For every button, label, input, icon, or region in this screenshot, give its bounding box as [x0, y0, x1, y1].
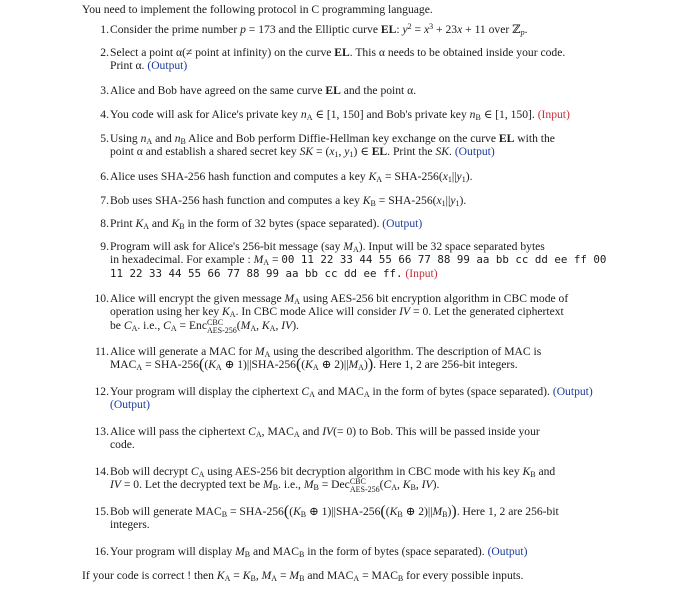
step-line: Alice will pass the ciphertext $C_A$, $MAC_A$ and IV(= 0) to Bob. This will be passed inside your — [110, 425, 540, 439]
step-line: Bob uses SHA-256 hash function and computes a key $K_B = SHA-256(x_1||y_1)$. — [110, 194, 467, 208]
step-number: 15. — [94, 505, 109, 518]
step-line: Alice uses SHA-256 hash function and computes a key $K_A = SHA-256(x_1||y_1)$. — [110, 170, 473, 184]
output-tag: (Output) — [487, 545, 528, 558]
step-text — [110, 345, 650, 372]
output-tag: (Output) — [382, 217, 423, 230]
output-tag: (Output) — [454, 145, 495, 159]
step-line: Alice will generate a MAC for $M_A$ using the described algorithm. The description of MAC is — [110, 345, 542, 359]
step-line: $MAC_A = SHA-256((K_A$ ⊕ $1)||SHA-256((K_A$ ⊕ $2)||M_A$)). Here 1, 2 are 256-bit integers. — [110, 356, 518, 374]
step-line: Alice and Bob have agreed on the same curve EL and the point α. — [110, 84, 417, 97]
closing-text: If your code is correct ! then $K_A = K_B$, $M_A = M_B$ and $MAC_A = MAC_B$ for every possible inputs. — [82, 569, 524, 583]
step-line: Print $K_A$ and $K_B$ in the form of 32 bytes (space separated). (Output) — [110, 217, 423, 231]
step-text — [110, 84, 650, 97]
step-text — [110, 240, 650, 280]
step-number: 11. — [94, 345, 109, 358]
step-text — [110, 170, 650, 183]
input-tag: (Input) — [537, 108, 570, 121]
input-tag: (Input) — [405, 266, 438, 280]
step-number: 5. — [100, 132, 109, 145]
step-text — [110, 132, 650, 159]
step-line: Program will ask for Alice's 256-bit message (say $M_A$). Input will be 32 space separated bytes — [110, 240, 545, 254]
step-text — [110, 46, 650, 73]
step-line: You code will ask for Alice's private key $n_A$ ∈ [1, 150] and Bob's private key $n_B$ ∈ [1, 150]. (Input) — [110, 108, 570, 122]
step-number: 12. — [94, 385, 109, 398]
step-line: Print α. (Output) — [110, 59, 188, 73]
step-number: 14. — [94, 465, 109, 478]
output-tag: (Output) — [110, 398, 150, 412]
step-line: Using $n_A$ and $n_B$ Alice and Bob perform Diffie-Hellman key exchange on the curve EL with the — [110, 132, 555, 146]
step-line: integers. — [110, 518, 150, 532]
step-number: 4. — [100, 108, 109, 121]
step-text — [110, 108, 650, 121]
step-line: Consider the prime number p = 173 and the Elliptic curve EL: $y^2 = x^3 + 23x + 11$ over ℤ$_p$. — [110, 22, 528, 37]
step-number: 3. — [100, 84, 109, 97]
step-line: Your program will display the ciphertext $C_A$ and $MAC_A$ in the form of bytes (space separated). (Output) — [110, 385, 593, 399]
step-line: in hexadecimal. For example : $M_A = 00$ 11 22 33 44 55 66 77 88 99 aa bb cc dd ee ff 00 — [110, 253, 607, 268]
step-number: 1. — [100, 23, 109, 36]
step-line: 11 22 33 44 55 66 77 88 99 aa bb cc dd ee ff. (Input) — [110, 266, 438, 280]
step-number: 2. — [100, 46, 109, 59]
step-text — [110, 505, 650, 532]
step-line: Alice will encrypt the given message $M_A$ using AES-256 bit encryption algorithm in CBC mode of — [110, 292, 569, 306]
step-number: 6. — [100, 170, 109, 183]
step-line: IV = 0. Let the decrypted text be $M_B$. i.e., $M_B$ = DecCBC AES-$256(C_A$, $K_B$, IV). — [110, 477, 440, 495]
step-text — [110, 425, 650, 452]
step-text — [110, 545, 650, 558]
step-text — [110, 385, 650, 412]
step-number: 8. — [100, 217, 109, 230]
step-number: 10. — [94, 292, 109, 305]
step-line: operation using her key $K_A$. In CBC mode Alice will consider IV = 0. Let the generated ciphertext — [110, 305, 564, 320]
output-tag: (Output) — [147, 59, 188, 73]
intro-text: You need to implement the following protocol in C programming language. — [82, 3, 433, 16]
step-text — [110, 292, 650, 335]
step-number: 9. — [100, 240, 109, 253]
step-text — [110, 217, 650, 230]
step-line: Select a point α(≠ point at infinity) on the curve EL. This α needs to be obtained inside your code. — [110, 46, 566, 59]
step-number: 13. — [94, 425, 109, 438]
step-number: 16. — [94, 545, 109, 558]
step-line: code. — [110, 438, 135, 452]
output-tag: (Output) — [552, 385, 593, 398]
step-line: point α and establish a shared secret key SK = ($x_1$, $y_1$) ∈ EL. Print the SK. (Output) — [110, 145, 495, 160]
step-line: Your program will display $M_B$ and $MAC_B$ in the form of bytes (space separated). (Output) — [110, 545, 528, 559]
step-line: Bob will decrypt $C_A$ using AES-256 bit decryption algorithm in CBC mode with his key $K_B$ and — [110, 465, 556, 479]
step-line: Bob will generate $MAC_B = SHA-256((K_B$ ⊕ $1)||SHA-256((K_B$ ⊕ $2)||M_B$)). Here 1, 2 are 256-bit — [110, 503, 559, 520]
step-text — [110, 194, 650, 207]
step-text — [110, 465, 650, 494]
step-text — [110, 23, 650, 36]
step-number: 7. — [100, 194, 109, 207]
step-line: be $C_A$. i.e., $C_A$ = EncCBC AES-$256(M_A$, $K_A$, IV). — [110, 317, 299, 335]
